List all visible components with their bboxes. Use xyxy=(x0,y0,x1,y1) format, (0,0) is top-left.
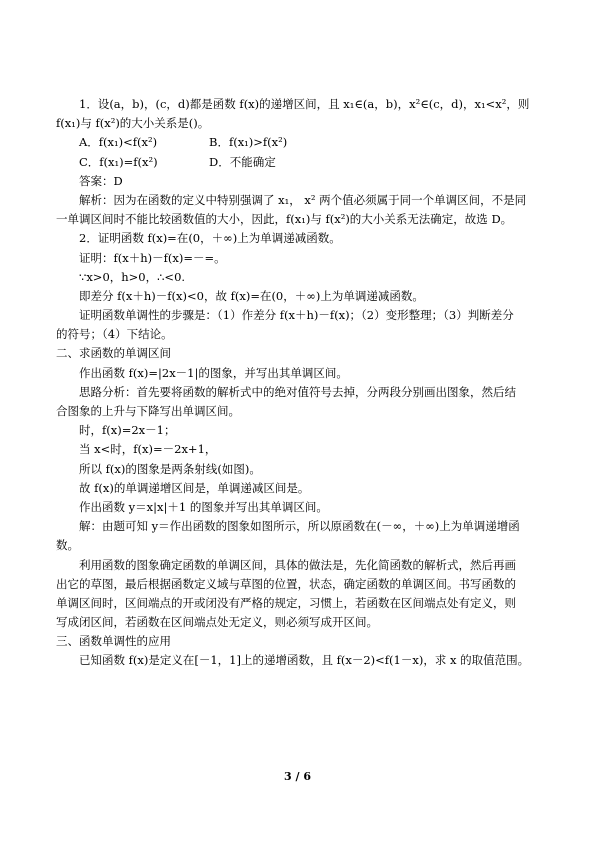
q2-note-line-1: 证明函数单调性的步骤是：（1）作差分 f(x＋h)－f(x)；（2）变形整理；（3）判断差分 xyxy=(79,308,514,323)
ex1-graph-note: 所以 f(x)的图象是两条射线(如图)。 xyxy=(79,461,261,476)
ex1-case-2: 当 x<时，f(x)=－2x+1， xyxy=(79,442,217,457)
q1-options-row-1 xyxy=(56,133,540,152)
option-d: D．不能确定 xyxy=(209,154,276,169)
ex1-analysis-line-2: 合图象的上升与下降写出单调区间。 xyxy=(56,404,240,418)
q1-stem-line-1: 1．设(a，b)，(c，d)都是函数 f(x)的递增区间，且 x₁∈(a，b)，x²∈(c，d)，x₁<x²，则 xyxy=(79,97,530,111)
q1-analysis-line-1: 解析：因为在函数的定义中特别强调了 x₁， x² 两个值必须属于同一个单调区间，不是同 xyxy=(79,192,527,207)
ex1-case-1: 时，f(x)=2x－1； xyxy=(79,423,176,438)
option-b: B．f(x₁)>f(x²) xyxy=(209,135,288,150)
ex1-analysis-line-1: 思路分析：首先要将函数的解析式中的绝对值符号去掉，分两段分别画出图象，然后结 xyxy=(79,384,516,399)
option-c: C．f(x₁)=f(x²) xyxy=(79,154,158,169)
q2-stem: 2．证明函数 f(x)=在(0，＋∞)上为单调递减函数。 xyxy=(79,231,341,246)
q1-stem-line-2: f(x₁)与 f(x²)的大小关系是()。 xyxy=(56,116,210,131)
ex3-stem: 已知函数 f(x)是定义在[－1，1]上的递增函数，且 f(x－2)<f(1－x)，求 x 的取值范围。 xyxy=(79,653,530,668)
q2-proof-line-3: 即差分 f(x＋h)－f(x)<0，故 f(x)=在(0，＋∞)上为单调递减函数。 xyxy=(79,288,424,303)
q1-answer: 答案：D xyxy=(79,173,123,188)
document-body xyxy=(56,95,540,671)
q1-analysis-line-2: 一单调区间时不能比较函数值的大小，因此，f(x₁)与 f(x²)的大小关系无法确定，故选 D。 xyxy=(56,212,513,227)
method-note-line-2: 出它的草图，最后根据函数定义域与草图的位置，状态，确定函数的单调区间。书写函数的 xyxy=(56,576,516,591)
method-note-line-4: 写成闭区间，若函数在区间端点处无定义，则必须写成开区间。 xyxy=(56,615,378,630)
ex2-solution-line-2: 数。 xyxy=(56,538,79,553)
section-heading-3: 三、函数单调性的应用 xyxy=(56,634,171,649)
q2-note-line-2: 的符号；（4）下结论。 xyxy=(56,327,173,342)
option-a: A．f(x₁)<f(x²) xyxy=(79,135,158,150)
ex2-solution-line-1: 解：由题可知 y＝作出函数的图象如图所示，所以原函数在(－∞，＋∞)上为单调递增函 xyxy=(79,519,520,534)
q1-options-row-2 xyxy=(56,153,540,172)
section-heading-2: 二、求函数的单调区间 xyxy=(56,346,171,361)
page-number: 3 / 6 xyxy=(284,770,311,783)
q2-proof-line-1: 证明：f(x＋h)－f(x)=－=。 xyxy=(79,250,226,265)
method-note-line-3: 单调区间时，区间端点的开或闭没有严格的规定，习惯上，若函数在区间端点处有定义，则 xyxy=(56,595,516,610)
ex1-stem: 作出函数 f(x)=|2x－1|的图象，并写出其单调区间。 xyxy=(79,365,348,380)
ex1-conclusion: 故 f(x)的单调递增区间是，单调递减区间是。 xyxy=(79,480,310,495)
method-note-line-1: 利用函数的图象确定函数的单调区间，具体的做法是，先化简函数的解析式，然后再画 xyxy=(79,557,516,572)
q2-proof-line-2: ∵x>0，h>0，∴<0. xyxy=(79,269,186,284)
ex2-stem: 作出函数 y＝x|x|＋1 的图象并写出其单调区间。 xyxy=(79,499,328,514)
